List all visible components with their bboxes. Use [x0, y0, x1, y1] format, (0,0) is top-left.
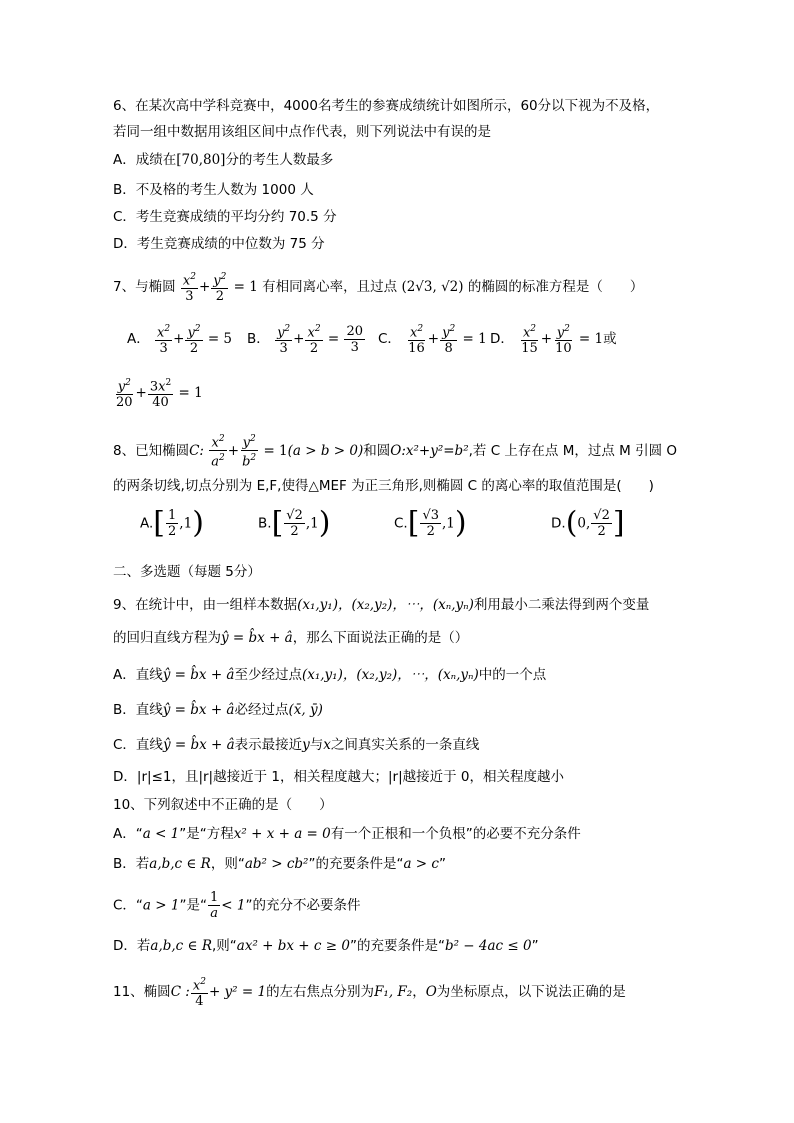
- q10-option-b: B．若a,b,c ∈ R，则“ab² > cb²”的充要条件是“a > c”: [113, 856, 446, 872]
- q8-line2: 的两条切线,切点分别为 E,F,使得△MEF 为正三角形,则椭圆 C 的离心率的取值范围是( ): [113, 478, 654, 494]
- q9-option-d: D．|r|≤1，且|r|越接近于 1，相关程度越大；|r|越接近于 0，相关程度越小: [113, 769, 564, 785]
- q11-stem: 11、椭圆C : $\frac{x^2}{4}$ + y² = 1的左右焦点分别为F₁, F₂，O为坐标原点，以下说法正确的是: [113, 977, 626, 1010]
- q6-option-b: B．不及格的考生人数为 1000 人: [113, 182, 314, 198]
- section-heading: 二、多选题（每题 5分）: [113, 564, 261, 580]
- q6-a-interval: [70,80]: [176, 152, 226, 168]
- q6-a-post: 分的考生人数最多: [225, 152, 334, 168]
- q8-pre: 8、已知椭圆: [113, 442, 190, 459]
- q8-option-d: D.(0, $\frac{√2}{2}$ ]: [551, 505, 625, 541]
- q7-mid: 有相同离心率，且过点: [262, 279, 398, 296]
- q7-option-d-cont: $\frac{y^2}{20}$ + $\frac{3x^2}{40}$ = 1: [116, 378, 203, 411]
- q6-line1: 6、在某次高中学科竞赛中，4000名考生的参赛成绩统计如图所示，60分以下视为不及格，: [113, 98, 660, 114]
- q10-option-c: C．“a > 1”是“ $\frac{1}{a}$ < 1”的充分不必要条件: [113, 890, 361, 921]
- q7-frac-x: $\frac{x^2}{3}$: [182, 272, 196, 305]
- q7-option-c: C． $\frac{x^2}{16}$ + $\frac{y^2}{8}$ = 1: [378, 324, 487, 357]
- q6-line2: 若同一组中数据用该组区间中点作代表，则下列说法中有误的是: [113, 124, 491, 140]
- q8-option-a: A.[ $\frac{1}{2}$ ,1): [140, 505, 204, 541]
- q7-option-b: B． $\frac{y^2}{3}$ + $\frac{x^2}{2}$ = $\frac{20}{3}$: [247, 323, 363, 357]
- q8-stem: 8、已知椭圆C: $\frac{x^2}{a^2}$ + $\frac{y^2}{b^2}$ = 1(a > b > 0)和圆O:x²+y²=b²,若 C 上存在点 M，过点 M 引圆 O: [113, 434, 677, 470]
- q7-option-d: D． $\frac{x^2}{15}$ + $\frac{y^2}{10}$ = 1或: [490, 324, 617, 357]
- q6-option-c: C．考生竞赛成绩的平均分约 70.5 分: [113, 209, 337, 225]
- q9-option-b: B．直线ŷ = b̂x + â必经过点(x̄, ȳ): [113, 702, 323, 718]
- q7-stem: 7、与椭圆 $\frac{x^2}{3}$ + $\frac{y^2}{2}$ = 1 有相同离心率，且过点 (2√3, √2) 的椭圆的标准方程是（ ）: [113, 272, 644, 305]
- q7-frac-y: $\frac{y^2}{2}$: [213, 272, 227, 305]
- q6-a-pre: A．成绩在: [113, 152, 177, 168]
- q7-pre: 7、与椭圆: [113, 279, 176, 296]
- q9-option-a: A．直线ŷ = b̂x + â至少经过点(x₁,y₁)，(x₂,y₂)，⋯，(xₙ,yₙ)中的一个点: [113, 667, 547, 683]
- q6-option-a: [113, 150, 333, 170]
- q8-option-b: B.[ $\frac{√2}{2}$ ,1): [258, 505, 331, 541]
- q10-option-a: A．“a < 1”是“方程x² + x + a = 0有一个正根和一个负根”的必要不充分条件: [113, 826, 581, 842]
- q7-post: 的椭圆的标准方程是（ ）: [467, 279, 644, 296]
- q8-option-c: C.[ $\frac{√3}{2}$ ,1): [394, 505, 467, 541]
- q9-option-c: C．直线ŷ = b̂x + â表示最接近y与x之间真实关系的一条直线: [113, 737, 480, 753]
- q7-option-a: A． $\frac{x^2}{3}$ + $\frac{y^2}{2}$ = 5: [127, 324, 233, 357]
- q9-line2: 的回归直线方程为ŷ = b̂x + â，那么下面说法正确的是（）: [113, 630, 469, 646]
- q10-option-d: D．若a,b,c ∈ R,则“ax² + bx + c ≥ 0”的充要条件是“b² − 4ac ≤ 0”: [113, 938, 539, 954]
- q7-point: (2√3, √2): [401, 279, 464, 296]
- q10-stem: 10、下列叙述中不正确的是（ ）: [113, 797, 333, 813]
- q6-option-d: D．考生竞赛成绩的中位数为 75 分: [113, 236, 325, 252]
- q9-line1: 9、在统计中，由一组样本数据(x₁,y₁)，(x₂,y₂)，⋯，(xₙ,yₙ)利用最小二乘法得到两个变量: [113, 597, 650, 613]
